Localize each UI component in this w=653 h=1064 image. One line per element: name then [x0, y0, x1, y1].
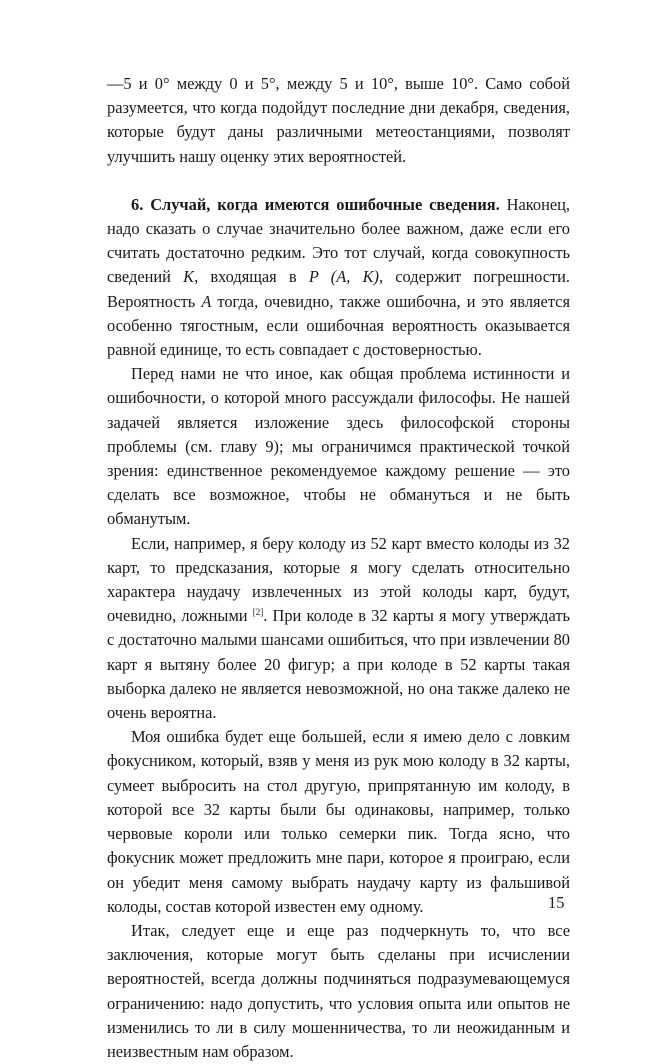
math-variable-k: K — [183, 267, 195, 287]
paragraph-magician: Моя ошибка будет еще большей, если я имею дело с ловким фокусником, который, взяв у меня из рук мою колоду в 32 карты, сумеет выбросить на стол другую, припрятанную им колоду, в которой все 32 карты были бы одинаковы, например, только червовые короли или только семерки пик. Тогда ясно, что фокусник может предложить мне пари, которое я проиграю, если он убедит меня самому выбрать наудачу карту из фальшивой колоды, состав которой известен ему одному. — [107, 727, 570, 916]
paragraph-section-6 — [107, 193, 570, 362]
text-run: Если, например, я беру колоду из 52 карт вместо колоды из 32 карт, то предсказания, которые я могу сделать относительно характера наудачу извлеченных из этой колоды карт, будут, очевидно, ложными — [107, 533, 570, 626]
math-variable-a: A — [201, 291, 212, 311]
paragraph-continuation: —5 и 0° между 0 и 5°, между 5 и 10°, выше 10°. Само собой разумеется, что когда подойдут последние дни декабря, сведения, которые будут даны различными метеостанциями, позволят улучшить нашу оценку этих вероятностей. — [107, 74, 570, 166]
paragraph-truth-problem: Перед нами не что иное, как общая проблема истинности и ошибочности, о которой много рассуждали философы. Не нашей задачей является изложение здесь философской стороны проблемы (см. главу 9); мы ограничимся практической точкой зрения: единственное рекомендуемое каждому решение — это сделать все возможное, чтобы не обмануться и не быть обманутым. — [107, 364, 570, 529]
text-run: . При колоде в 32 карты я могу утверждать с достаточно малыми шансами ошибиться, что при извлечении 80 карт я вытяну более 20 фигур; а при колоде в 52 карты такая выборка далеко не является невозможной, но она также далеко не очень вероятна. — [107, 606, 570, 723]
footnote-marker: [2] — [252, 607, 264, 618]
paragraph-card-deck — [107, 532, 570, 726]
page-number: 15 — [548, 893, 565, 912]
text-run: , входящая в — [194, 267, 309, 287]
section-heading: 6. Случай, когда имеются ошибочные сведения. — [131, 194, 500, 214]
page-body — [107, 72, 570, 1064]
text-run: тогда, очевидно, также ошибочна, и это является особенно тягостным, если ошибочная вероятность оказывается равной единице, то есть совпадает с достоверностью. — [107, 291, 570, 360]
paragraph-conclusion: Итак, следует еще и еще раз подчеркнуть то, что все заключения, которые могут быть сделаны при исчислении вероятностей, всегда должны подчиняться подразумевающемуся ограничению: надо допустить, что условия опыта или опытов не изменились то ли в силу мошенничества, то ли неожиданным и неизвестным нам образом. — [107, 920, 570, 1061]
text-run: , содержит погрешности. Вероятность — [107, 267, 571, 311]
math-formula: P (A, K) — [308, 267, 379, 287]
text-run: Наконец, надо сказать о случае значительно более важном, даже если его считать достаточно редким. Это тот случай, когда совокупность сведений — [107, 194, 571, 287]
